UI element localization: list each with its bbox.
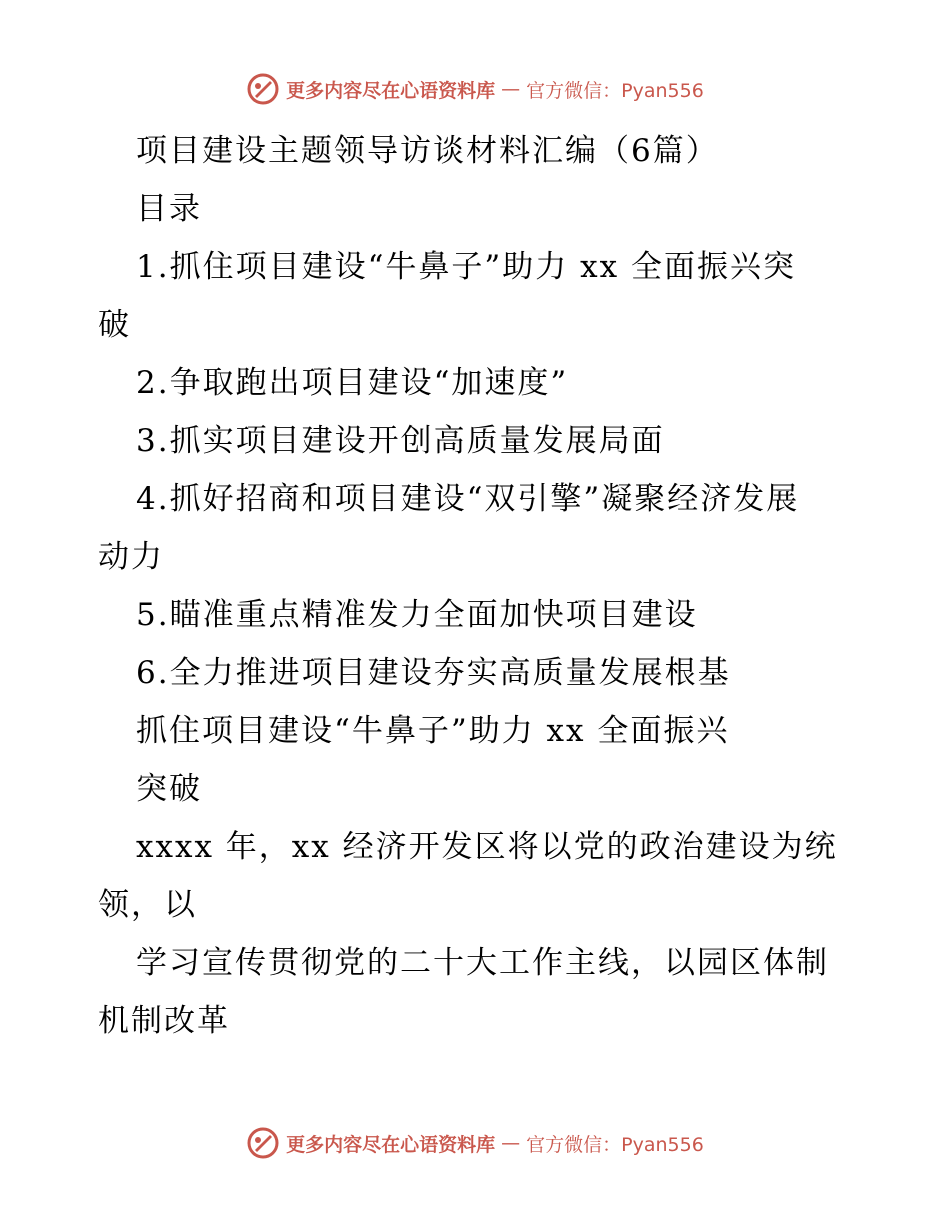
header-banner: [0, 72, 950, 106]
toc-item-4: 4.抓好招商和项目建设“双引擎”凝聚经济发展: [136, 481, 800, 517]
toc-item-2: 2.争取跑出项目建设“加速度”: [136, 365, 569, 401]
toc-item-1-continued: 破: [98, 307, 131, 343]
paragraph-2: 学习宣传贯彻党的二十大工作主线，以园区体制: [136, 945, 829, 981]
toc-item-1: 1.抓住项目建设“牛鼻子”助力 xx 全面振兴突: [136, 249, 796, 285]
paragraph-1-continued: 领，以: [98, 887, 197, 923]
toc-item-4-continued: 动力: [98, 539, 164, 575]
banner-text: 更多内容尽在心语资料库: [286, 1133, 496, 1156]
banner-dash: —: [501, 78, 521, 100]
banner-wechat: 官方微信：Pyan556: [526, 79, 704, 102]
article-title: 抓住项目建设“牛鼻子”助力 xx 全面振兴: [136, 713, 730, 749]
banner-dash: —: [501, 1132, 521, 1154]
toc-item-5: 5.瞄准重点精准发力全面加快项目建设: [136, 597, 698, 633]
document-title: 项目建设主题领导访谈材料汇编（6篇）: [136, 133, 719, 169]
banner-text: 更多内容尽在心语资料库: [286, 79, 496, 102]
paragraph-2-continued: 机制改革: [98, 1003, 230, 1039]
document-body: [98, 122, 858, 1050]
article-title-continued: 突破: [136, 771, 202, 807]
footer-banner: [0, 1126, 950, 1160]
toc-item-6: 6.全力推进项目建设夯实高质量发展根基: [136, 655, 731, 691]
toc-heading: 目录: [136, 191, 202, 227]
banner-wechat: 官方微信：Pyan556: [526, 1133, 704, 1156]
quill-logo-icon: [246, 72, 280, 106]
quill-logo-icon: [246, 1126, 280, 1160]
paragraph-1: xxxx 年，xx 经济开发区将以党的政治建设为统: [136, 829, 838, 865]
toc-item-3: 3.抓实项目建设开创高质量发展局面: [136, 423, 665, 459]
